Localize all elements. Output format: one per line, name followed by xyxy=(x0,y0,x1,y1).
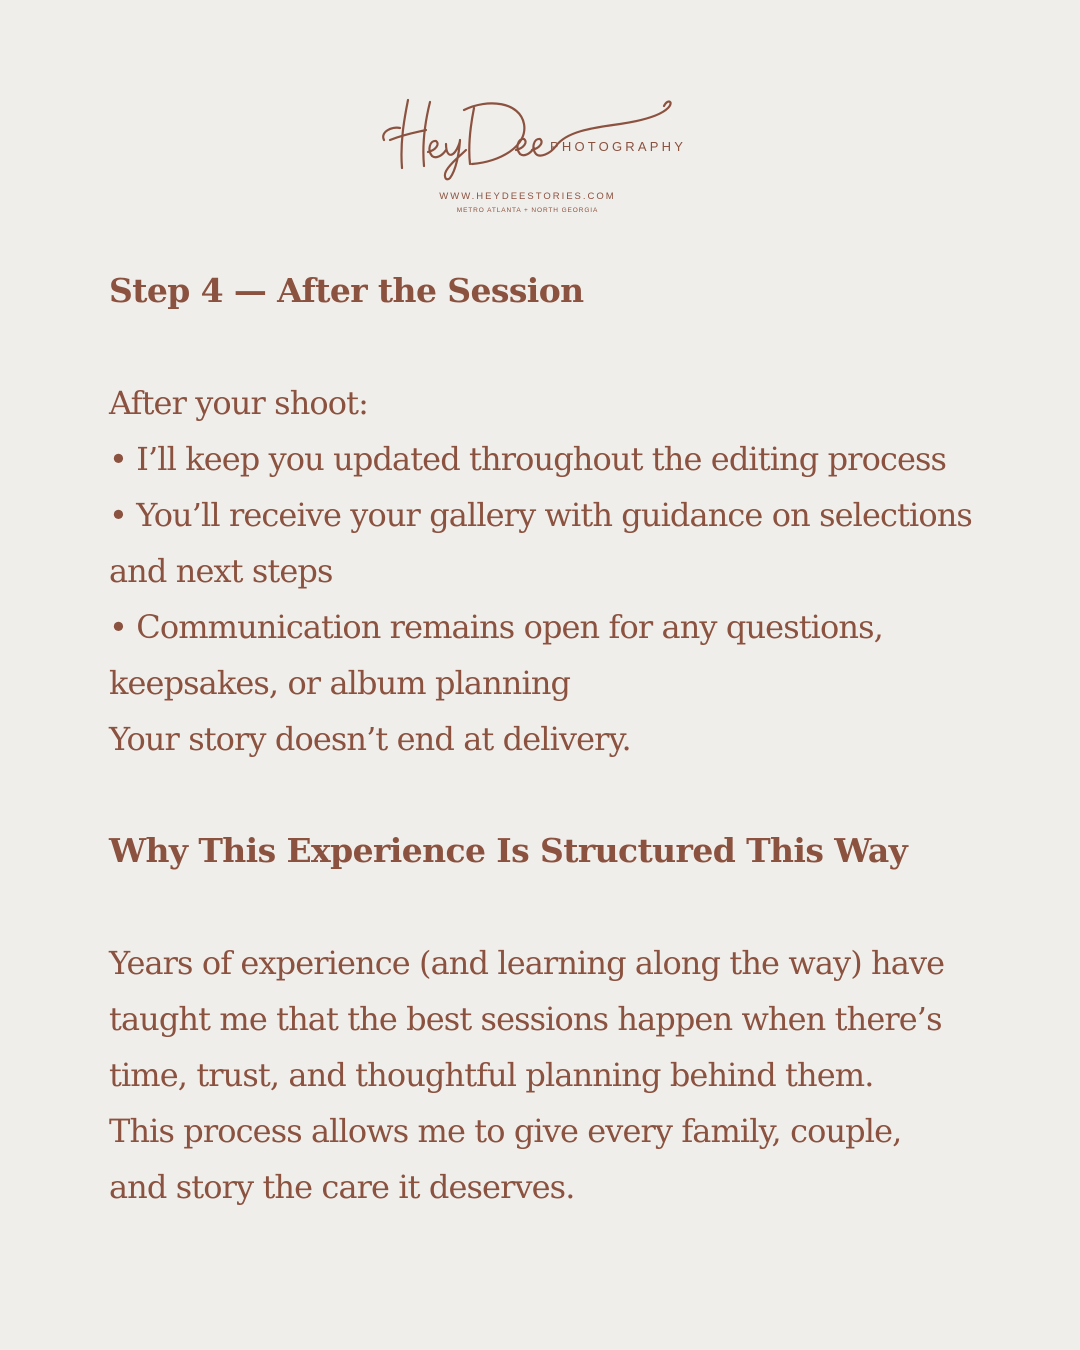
section-heading-step-4: Step 4 — After the Session xyxy=(109,271,584,310)
body-line: keepsakes, or album planning xyxy=(109,664,571,702)
body-line: time, trust, and thoughtful planning behind them. xyxy=(109,1056,874,1094)
body-line: Years of experience (and learning along the way) have xyxy=(109,944,945,982)
body-line: and next steps xyxy=(109,552,333,590)
spacer xyxy=(109,767,1009,823)
website-url: WWW.HEYDEESTORIES.COM xyxy=(439,191,616,202)
spacer xyxy=(109,319,1009,375)
body-line: • Communication remains open for any questions, xyxy=(109,608,883,646)
body-line: • You’ll receive your gallery with guidance on selections xyxy=(109,496,972,534)
main-content xyxy=(109,263,1009,1215)
body-line: • I’ll keep you updated throughout the editing process xyxy=(109,440,947,478)
brand-logo xyxy=(370,88,710,228)
hey-dee-script-logo-icon xyxy=(370,88,690,183)
section-heading-why: Why This Experience Is Structured This Way xyxy=(109,831,908,870)
body-line: and story the care it deserves. xyxy=(109,1168,575,1206)
body-line: Your story doesn’t end at delivery. xyxy=(109,720,631,758)
spacer xyxy=(109,879,1009,935)
logo-tagline: PHOTOGRAPHY xyxy=(550,139,687,154)
section-intro: After your shoot: xyxy=(109,384,368,422)
service-area: METRO ATLANTA + NORTH GEORGIA xyxy=(456,207,599,214)
body-line: taught me that the best sessions happen when there’s xyxy=(109,1000,942,1038)
body-line: This process allows me to give every family, couple, xyxy=(109,1112,902,1150)
